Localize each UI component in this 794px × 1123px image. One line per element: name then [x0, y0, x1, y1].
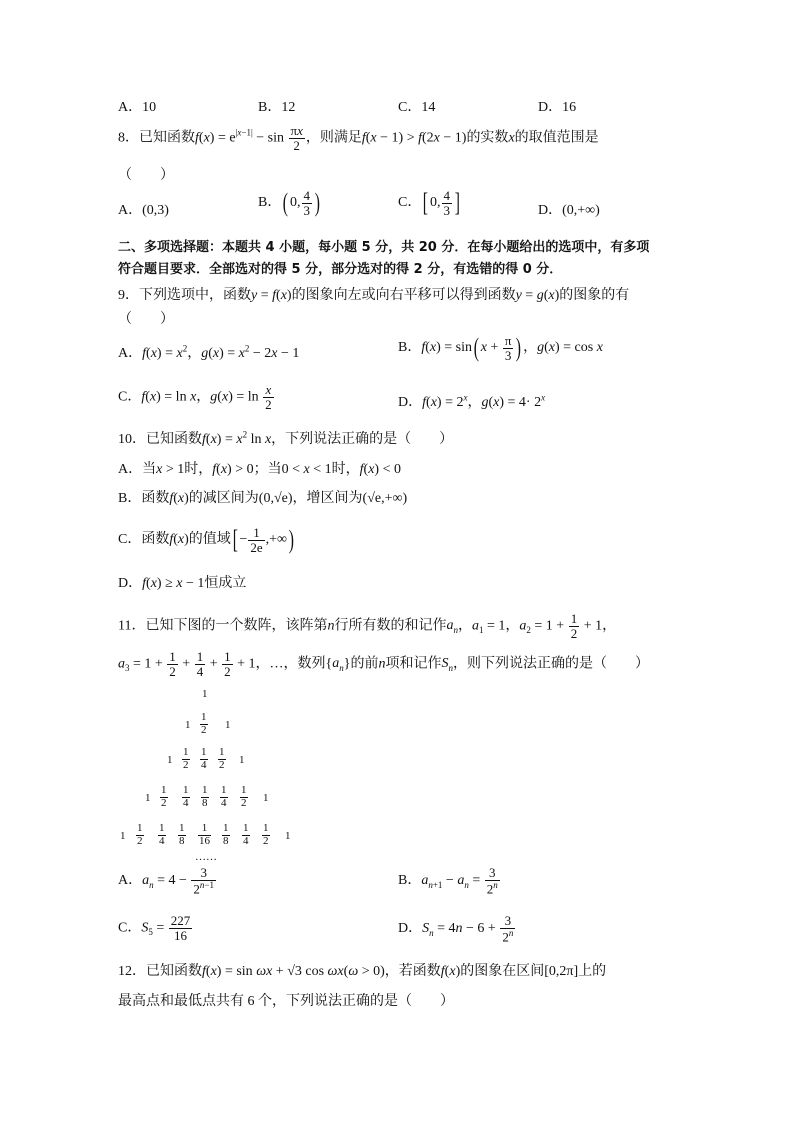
- q8-option-c: C．[ 0, $\frac{4}{3}$ ]: [398, 187, 460, 218]
- q10-option-c: C．函数f(x)的值域[ − $\frac{1}{2e}$ ,+∞): [118, 524, 294, 555]
- q7-option-d: D．16: [538, 100, 577, 115]
- q8-stem-mid: ，则满足: [305, 130, 362, 146]
- triangle-cell: $\frac{1}{4}$: [201, 746, 207, 771]
- q12-stem-line1: 12．已知函数f(x) = sin ωx + √3 cos ωx(ω > 0)，若函数f(x)的图象在区间[0,2π]上的: [118, 964, 607, 979]
- triangle-cell: $\frac{1}{16}$: [199, 822, 210, 847]
- q9-option-c: C．f(x) = ln x，g(x) = ln $\frac{x}{2}$: [118, 382, 272, 412]
- triangle-cell: $\frac{1}{4}$: [221, 784, 227, 809]
- q8-stem-end: 的取值范围是: [514, 130, 599, 146]
- q10-stem: 10．已知函数$f(x) = x^2$ ln x，下列说法正确的是（ ）: [118, 429, 454, 447]
- q10-option-b: B．函数f(x)的减区间为(0,√e)，增区间为(√e,+∞): [118, 491, 408, 506]
- q9-option-b: B．f(x) = sin( x + $\frac{\pi}{3}$ ) ，g(x) = cos x: [398, 332, 603, 363]
- q12-stem-line2: 最高点和最低点共有 6 个，下列说法正确的是（ ）: [118, 994, 454, 1009]
- triangle-cell: 1: [225, 719, 231, 731]
- q7-option-a: A．10: [118, 100, 157, 115]
- q9-option-a: A．$f(x) = x^2$，$g(x) = x^2 - 2x - 1$: [118, 343, 300, 361]
- q8-stem-prefix: 已知函数: [139, 130, 195, 146]
- section2-line1: 二、多项选择题：本题共 4 小题，每小题 5 分，共 20 分．在每小题给出的选项中，有多项: [118, 240, 650, 255]
- triangle-cell: $\frac{1}{8}$: [202, 784, 208, 809]
- triangle-cell: $\frac{1}{8}$: [179, 822, 185, 847]
- triangle-cell: $\frac{1}{4}$: [159, 822, 165, 847]
- q8-paren: （ ）: [118, 168, 174, 183]
- triangle-cell: $\frac{1}{2}$: [263, 822, 269, 847]
- q7-option-b: B．12: [258, 100, 296, 115]
- q8-option-b: B．( 0, $\frac{4}{3}$ ): [258, 187, 320, 218]
- q10-option-d: D．f(x) ≥ x − 1恒成立: [118, 576, 247, 591]
- q11-option-c: C．$S_5$ = $\frac{227}{16}$: [118, 913, 191, 943]
- triangle-cell: 1: [263, 792, 269, 804]
- q8-stem-suffix: 的实数: [466, 130, 509, 146]
- number-triangle: [115, 683, 305, 868]
- q9-option-d: D．$f(x) = 2^x$，$g(x) = 4\cdot 2^x$: [398, 392, 546, 410]
- q8-number: 8．: [118, 130, 139, 146]
- triangle-cell: 1: [202, 688, 208, 700]
- triangle-cell: $\frac{1}{4}$: [183, 784, 189, 809]
- triangle-cell: 1: [239, 754, 245, 766]
- triangle-cell: $\frac{1}{2}$: [137, 822, 143, 847]
- q11-option-d: D．$S_n = 4n - 6$ + $\frac{3}{2^n}$: [398, 913, 514, 944]
- triangle-dots: ……: [195, 851, 217, 863]
- q10-option-a: A．当x > 1时，f(x) > 0；当0 < x < 1时，f(x) < 0: [118, 462, 401, 477]
- q11-stem-line1: 11．已知下图的一个数阵，该阵第n行所有数的和记作$a_n$，$a_1 = 1$，$a_2 = 1$ + $\frac{1}{2}$ + 1，: [118, 611, 617, 641]
- q8-option-d: D．(0,+∞): [538, 203, 600, 218]
- q7-option-c: C．14: [398, 100, 436, 115]
- triangle-cell: $\frac{1}{2}$: [219, 746, 225, 771]
- triangle-cell: 1: [120, 830, 126, 842]
- triangle-cell: $\frac{1}{2}$: [183, 746, 189, 771]
- triangle-cell: 1: [145, 792, 151, 804]
- q11-stem-line2: $a_3 = 1$ + $\frac{1}{2}$ + $\frac{1}{4}$ + $\frac{1}{2}$ + 1，…，数列$\{a_n\}$的前n项和记作$S_n$，则下列说法正确的是（ ）: [118, 649, 649, 679]
- section2-line2: 符合题目要求．全部选对的得 5 分，部分选对的得 2 分，有选错的得 0 分．: [118, 262, 563, 277]
- q11-option-a: A．$a_n = 4$ − $\frac{3}{2^{n-1}}$: [118, 865, 214, 896]
- triangle-cell: 1: [167, 754, 173, 766]
- q8-stem: 8．已知函数$f(x) = e^{|x-1|} - \sin$ $\frac{\pi x}{2}$ ，则满足f(x − 1) > f(2x − 1)的实数x的取值范围是: [118, 123, 599, 153]
- q11-option-b: B．$a_{n+1} - a_n$ = $\frac{3}{2^n}$: [398, 865, 498, 896]
- triangle-cell: $\frac{1}{2}$: [201, 711, 207, 736]
- q9-paren: （ ）: [118, 312, 174, 327]
- triangle-cell: $\frac{1}{2}$: [161, 784, 167, 809]
- triangle-cell: $\frac{1}{4}$: [243, 822, 249, 847]
- triangle-cell: $\frac{1}{2}$: [241, 784, 247, 809]
- q9-stem: 9．下列选项中，函数y = f(x)的图象向左或向右平移可以得到函数y = g(x)的图象的有: [118, 288, 630, 303]
- triangle-cell: 1: [285, 830, 291, 842]
- q8-option-a: A．(0,3): [118, 203, 169, 218]
- triangle-cell: $\frac{1}{8}$: [223, 822, 229, 847]
- triangle-cell: 1: [185, 719, 191, 731]
